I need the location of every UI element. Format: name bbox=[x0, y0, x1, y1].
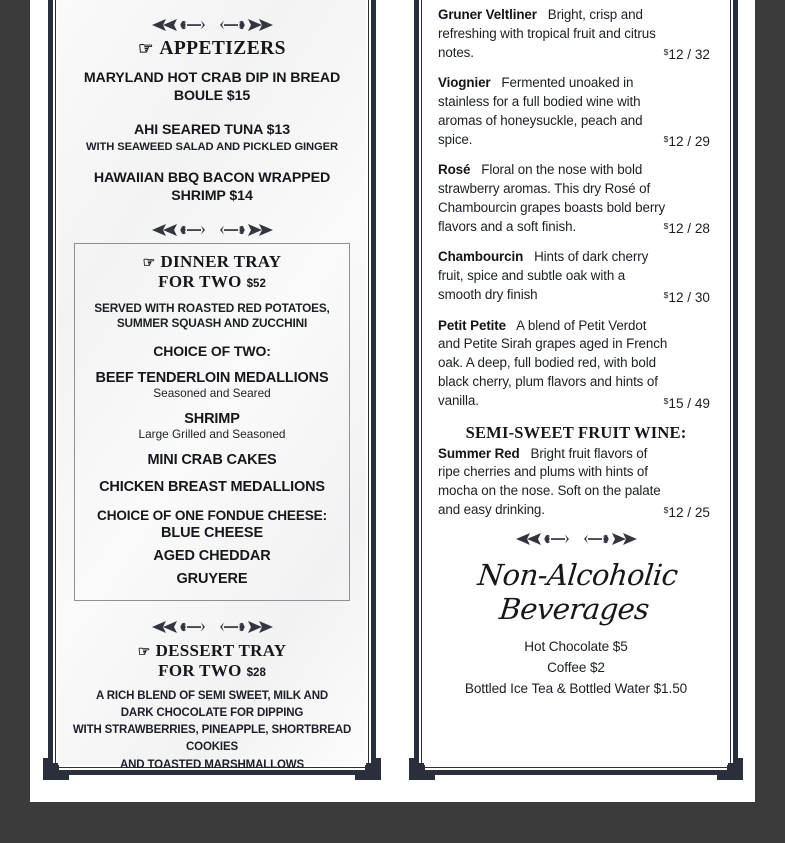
wine-description: Fermented unoaked in stainless for a full bodied wine with aromas of honeysuckle, peach and spice. bbox=[438, 75, 643, 147]
wine-name: Chambourcin bbox=[438, 249, 524, 265]
wine-description: Bright, crisp and refreshing with tropical fruit and citrus notes. bbox=[438, 7, 656, 60]
right-menu-panel bbox=[414, 0, 738, 775]
ornament-divider-icon bbox=[72, 222, 352, 236]
dessert-tray-line: AND TOASTED MARSHMALLOWS bbox=[119, 758, 304, 771]
wine-description: Hints of dark cherry fruit, spice and subtle oak with a smooth dry finish bbox=[438, 249, 649, 302]
ornament-divider-icon bbox=[72, 620, 352, 634]
dessert-tray-line: DARK CHOCOLATE FOR DIPPING bbox=[120, 706, 304, 719]
menu-panels bbox=[48, 0, 738, 775]
wine-description: Floral on the nose with bold strawberry aromas. This dry Rosé of Chambourcin grapes boasts bold berry flavors and a soft finish. bbox=[438, 162, 666, 234]
wine-entry bbox=[438, 74, 714, 149]
dessert-tray-title: ☞ DESSERT TRAY FOR TWO $28 bbox=[137, 640, 287, 681]
fondue-cheese-option: AGED CHEDDAR bbox=[153, 547, 271, 564]
wine-description: A blend of Petit Verdot and Petite Sirah grapes aged in French oak. A deep, full bodied red, with bold black cherry, plum flavors and hints of vanilla. bbox=[438, 317, 668, 408]
wine-entry bbox=[438, 6, 714, 62]
ornament-divider-icon bbox=[438, 532, 714, 546]
dinner-tray-option-sub: Seasoned and Seared bbox=[153, 385, 271, 400]
pointing-hand-icon: ☞ bbox=[137, 644, 151, 660]
dessert-tray-line: WITH STRAWBERRIES, PINEAPPLE, SHORTBREAD COOKIES bbox=[72, 724, 352, 754]
wine-entry bbox=[438, 161, 714, 236]
wine-name: Petit Petite bbox=[438, 317, 507, 333]
ornament-divider-icon bbox=[72, 17, 352, 31]
dinner-tray-price: $52 bbox=[246, 278, 266, 291]
fondue-cheese-option: GRUYERE bbox=[176, 570, 248, 587]
semi-sweet-heading: SEMI-SWEET FRUIT WINE: bbox=[465, 422, 687, 442]
left-menu-panel bbox=[48, 0, 376, 775]
paper-card bbox=[30, 0, 755, 802]
dinner-tray-choice-label: CHOICE OF TWO: bbox=[153, 342, 271, 359]
wine-name: Viognier bbox=[438, 75, 491, 91]
dinner-tray-box bbox=[74, 243, 350, 601]
dessert-tray-line: A RICH BLEND OF SEMI SWEET, MILK AND bbox=[95, 689, 329, 702]
wine-price: $12 / 29 bbox=[663, 134, 710, 150]
appetizer-item-name: MARYLAND HOT CRAB DIP IN BREAD BOULE $15 bbox=[83, 70, 341, 104]
wine-price: $15 / 49 bbox=[663, 395, 710, 411]
non-alcoholic-beverages-heading: Non-Alcoholic Beverages bbox=[476, 557, 680, 626]
fondue-cheese-option: BLUE CHEESE bbox=[160, 524, 264, 541]
wine-price: $12 / 32 bbox=[663, 47, 710, 63]
right-panel-content bbox=[424, 0, 728, 765]
wine-name: Gruner Veltliner bbox=[438, 7, 537, 22]
pointing-hand-icon: ☞ bbox=[142, 255, 156, 271]
wine-name: Rosé bbox=[438, 162, 471, 178]
dinner-tray-option: SHRIMP bbox=[184, 410, 240, 427]
beverage-item: Hot Chocolate $5 bbox=[524, 638, 628, 654]
wine-entry bbox=[438, 248, 714, 304]
fondue-cheese-label: CHOICE OF ONE FONDUE CHEESE: bbox=[97, 507, 327, 523]
appetizer-item-name: HAWAIIAN BBQ BACON WRAPPED SHRIMP $14 bbox=[93, 170, 331, 204]
dinner-tray-option: CHICKEN BREAST MEDALLIONS bbox=[99, 478, 325, 495]
appetizers-heading: ☞ APPETIZERS bbox=[138, 38, 286, 59]
appetizer-item-name: AHI SEARED TUNA $13 bbox=[133, 121, 291, 138]
wine-price: $12 / 25 bbox=[663, 504, 710, 520]
dinner-tray-title: ☞ DINNER TRAY FOR TWO $52 bbox=[142, 251, 282, 292]
beverage-item: Bottled Ice Tea & Bottled Water $1.50 bbox=[464, 680, 688, 696]
left-panel-content bbox=[58, 0, 366, 771]
dinner-tray-desc-line2: SUMMER SQUASH AND ZUCCHINI bbox=[116, 316, 308, 331]
dinner-tray-desc-line1: SERVED WITH ROASTED RED POTATOES, bbox=[94, 301, 330, 316]
beverage-item: Coffee $2 bbox=[547, 659, 605, 675]
dinner-tray-option: MINI CRAB CAKES bbox=[147, 451, 277, 468]
appetizer-item-sub: WITH SEAWEED SALAD AND PICKLED GINGER bbox=[86, 141, 338, 154]
wine-description: Bright fruit flavors of ripe cherries and plums with hints of mocha on the nose. Soft on the palate and easy drinking. bbox=[438, 445, 661, 517]
dinner-tray-option-sub: Large Grilled and Seasoned bbox=[138, 426, 286, 441]
dessert-tray-price: $28 bbox=[246, 667, 266, 680]
wine-entry bbox=[438, 317, 714, 411]
wine-entry bbox=[438, 445, 714, 520]
wine-price: $12 / 28 bbox=[663, 221, 710, 237]
page-backdrop-strip bbox=[0, 802, 785, 843]
dinner-tray-option: BEEF TENDERLOIN MEDALLIONS bbox=[95, 369, 329, 386]
wine-name: Summer Red bbox=[438, 445, 520, 461]
wine-price: $12 / 30 bbox=[663, 289, 710, 305]
pointing-hand-icon: ☞ bbox=[138, 39, 154, 58]
